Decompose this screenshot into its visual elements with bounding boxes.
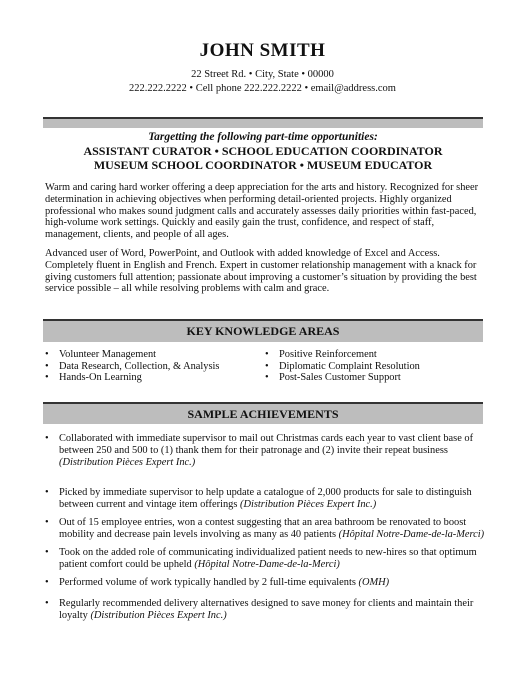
targeting-title: Targetting the following part-time opportunities: <box>148 131 378 143</box>
achievement-source: (Hôpital Notre-Dame-de-la-Merci) <box>338 528 485 540</box>
achievement-source: (Distribution Pièces Expert Inc.) <box>90 609 227 621</box>
achievement-item <box>45 577 485 589</box>
achievement-item <box>45 517 485 541</box>
target-positions-line-1: ASSISTANT CURATOR • SCHOOL EDUCATION COORDINATOR <box>83 144 443 158</box>
knowledge-item: • Data Research, Collection, & Analysis <box>45 361 219 373</box>
knowledge-item: • Diplomatic Complaint Resolution <box>265 361 420 373</box>
divider-rule <box>43 319 483 321</box>
achievement-text: Performed volume of work typically handled by 2 full-time equivalents <box>59 577 359 588</box>
summary-paragraph-1: Warm and caring hard worker offering a deep appreciation for the arts and history. Recognized for sheer determination in achieving objectives when performing detail-oriented projects. Highly organized professional who makes sound judgment calls and accurately assesses daily priorities within fast-paced, high-volume work settings. Quickly and easily gain the trust, confidence, and respect of staff, management, clients, and people of all ages. <box>45 182 479 241</box>
achievement-text: Collaborated with immediate supervisor to mail out Christmas cards each year to vast client base of between 250 and 500 to (1) thank them for their patronage and (2) invite their repeat business <box>59 433 474 456</box>
section-divider-top <box>43 117 483 128</box>
divider-rule <box>43 117 483 119</box>
knowledge-list-right <box>265 349 420 384</box>
knowledge-list-left <box>45 349 219 384</box>
achievement-source: (Distribution Pièces Expert Inc.) <box>240 498 377 510</box>
achievement-text: Regularly recommended delivery alternatives designed to save money for clients and maintain their loyalty <box>59 598 474 621</box>
achievements-heading: SAMPLE ACHIEVEMENTS <box>187 407 339 421</box>
achievement-source: (OMH) <box>358 577 390 588</box>
summary-paragraph-2: Advanced user of Word, PowerPoint, and Outlook with added knowledge of Excel and Access. Completely fluent in English and French. Expert in customer relationship management with a knack for giving customers full attention; passionate about improving a customer’s situation by providing the best service possible – all while resolving problems with calm and grace. <box>45 248 477 295</box>
achievement-source: (Hôpital Notre-Dame-de-la-Merci) <box>194 558 340 570</box>
divider-rule <box>43 402 483 404</box>
achievement-text: Out of 15 employee entries, won a contest suggesting that an area bathroom be renovated to boost mobility and decrease pain levels involving as many as 40 patients <box>59 517 467 540</box>
knowledge-item: • Volunteer Management <box>45 349 219 361</box>
achievement-text: Picked by immediate supervisor to help update a catalogue of 2,000 products for sale to distinguish between current and vintage item offerings <box>59 487 472 510</box>
knowledge-item: • Post-Sales Customer Support <box>265 372 420 384</box>
achievement-source: (Distribution Pièces Expert Inc.) <box>59 456 196 468</box>
candidate-name: JOHN SMITH <box>199 40 326 61</box>
achievement-item <box>45 547 485 571</box>
achievement-item <box>45 433 485 468</box>
contact-line: 222.222.2222 • Cell phone 222.222.2222 • email@address.com <box>129 83 396 94</box>
address-line: 22 Street Rd. • City, State • 00000 <box>191 69 334 80</box>
knowledge-section-header <box>43 319 483 342</box>
knowledge-heading: KEY KNOWLEDGE AREAS <box>186 324 340 338</box>
achievement-item <box>45 487 485 511</box>
knowledge-item: • Positive Reinforcement <box>265 349 420 361</box>
knowledge-item: • Hands-On Learning <box>45 372 219 384</box>
achievements-section-header <box>43 402 483 424</box>
achievement-text: Took on the added role of communicating individualized patient needs to new-hires so that optimum patient comfort could be upheld <box>59 547 477 570</box>
target-positions-line-2: MUSEUM SCHOOL COORDINATOR • MUSEUM EDUCATOR <box>93 158 433 172</box>
achievement-item <box>45 598 485 622</box>
